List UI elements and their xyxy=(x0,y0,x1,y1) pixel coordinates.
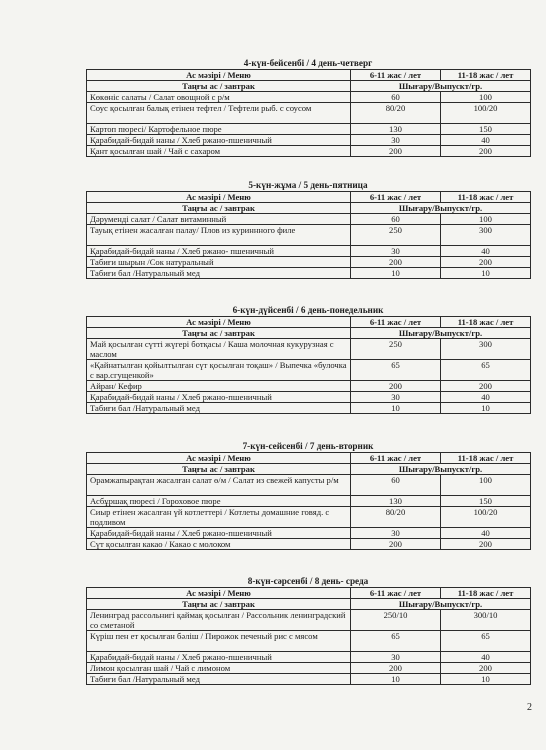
menu-table xyxy=(86,452,531,550)
portion-6-11: 30 xyxy=(351,528,441,539)
portion-11-18: 40 xyxy=(441,135,531,146)
table-row xyxy=(87,403,531,414)
table-row xyxy=(87,257,531,268)
dish-name: Табиғи бал /Натуральный мед xyxy=(87,268,351,279)
portion-6-11: 200 xyxy=(351,539,441,550)
portion-6-11: 60 xyxy=(351,214,441,225)
table-row xyxy=(87,631,531,652)
output-label: Шығару/Выпускт/гр. xyxy=(351,328,531,339)
dish-name: Май қосылған сүтті жүгері ботқасы / Каша молочная кукурузная с маслом xyxy=(87,339,351,360)
table-header xyxy=(87,192,531,203)
portion-11-18: 65 xyxy=(441,631,531,652)
age-header: 11-18 жас / лет xyxy=(441,70,531,81)
output-label: Шығару/Выпускт/гр. xyxy=(351,599,531,610)
menu-table xyxy=(86,316,531,414)
portion-11-18: 200 xyxy=(441,257,531,268)
portion-6-11: 65 xyxy=(351,360,441,381)
day-title: 4-күн-бейсенбі / 4 день-четверг xyxy=(243,58,373,68)
portion-11-18: 40 xyxy=(441,652,531,663)
menu-header: Ас мәзірі / Меню xyxy=(87,70,351,81)
table-row xyxy=(87,360,531,381)
portion-6-11: 200 xyxy=(351,146,441,157)
table-row xyxy=(87,674,531,685)
portion-6-11: 60 xyxy=(351,475,441,496)
age-header: 6-11 жас / лет xyxy=(351,70,441,81)
day-title: 8-күн-сәрсенбі / 8 день- среда xyxy=(247,576,369,586)
table-subheader xyxy=(87,81,531,92)
meal-label: Таңғы ас / завтрак xyxy=(87,203,351,214)
portion-6-11: 60 xyxy=(351,92,441,103)
day-section xyxy=(86,305,530,414)
age-header: 11-18 жас / лет xyxy=(441,453,531,464)
portion-11-18: 200 xyxy=(441,663,531,674)
menu-header: Ас мәзірі / Меню xyxy=(87,588,351,599)
portion-6-11: 250 xyxy=(351,225,441,246)
dish-name: Қарабидай-бидай наны / Хлеб ржано-пшеничный xyxy=(87,528,351,539)
portion-6-11: 30 xyxy=(351,135,441,146)
portion-6-11: 80/20 xyxy=(351,103,441,124)
table-row xyxy=(87,475,531,496)
day-section xyxy=(86,180,530,279)
dish-name: Табиғи шырын /Сок натуральный xyxy=(87,257,351,268)
portion-11-18: 100 xyxy=(441,475,531,496)
table-row xyxy=(87,103,531,124)
table-row xyxy=(87,663,531,674)
dish-name: Тауық етінен жасалған палау/ Плов из куриннного филе xyxy=(87,225,351,246)
portion-6-11: 200 xyxy=(351,381,441,392)
table-row xyxy=(87,246,531,257)
dish-name: Сүт қосылған какао / Какао с молоком xyxy=(87,539,351,550)
menu-table xyxy=(86,587,531,685)
portion-11-18: 40 xyxy=(441,246,531,257)
day-title: 5-күн-жұма / 5 день-пятница xyxy=(248,180,368,190)
table-row xyxy=(87,146,531,157)
dish-name: Сиыр етінен жасалған үй котлеттері / Котлеты домашние говяд. с подливом xyxy=(87,507,351,528)
output-label: Шығару/Выпускт/гр. xyxy=(351,203,531,214)
dish-name: Ленинград рассольнигі қаймақ қосылған / Рассольник ленинградский со сметаной xyxy=(87,610,351,631)
meal-label: Таңғы ас / завтрак xyxy=(87,81,351,92)
dish-name: Қарабидай-бидай наны / Хлеб ржано-пшеничный xyxy=(87,135,351,146)
portion-11-18: 300/10 xyxy=(441,610,531,631)
dish-name: Қант қосылған шай / Чай с сахаром xyxy=(87,146,351,157)
meal-label: Таңғы ас / завтрак xyxy=(87,599,351,610)
menu-table xyxy=(86,191,531,279)
table-row xyxy=(87,214,531,225)
portion-6-11: 10 xyxy=(351,268,441,279)
table-row xyxy=(87,92,531,103)
portion-6-11: 130 xyxy=(351,496,441,507)
dish-name: Картоп пюресі/ Картофельное пюре xyxy=(87,124,351,135)
table-row xyxy=(87,610,531,631)
portion-11-18: 40 xyxy=(441,528,531,539)
portion-6-11: 200 xyxy=(351,257,441,268)
age-header: 11-18 жас / лет xyxy=(441,192,531,203)
portion-6-11: 250 xyxy=(351,339,441,360)
portion-11-18: 200 xyxy=(441,539,531,550)
table-header xyxy=(87,588,531,599)
page-number: 2 xyxy=(527,702,532,713)
dish-name: Соус қосылған балық етінен тефтел / Тефтели рыб. с соусом xyxy=(87,103,351,124)
dish-name: Күріш пен ет қосылған бәліш / Пирожок печеный рис с мясом xyxy=(87,631,351,652)
output-label: Шығару/Выпускт/гр. xyxy=(351,464,531,475)
day-title: 6-күн-дүйсенбі / 6 день-понедельник xyxy=(232,305,384,315)
portion-11-18: 100 xyxy=(441,92,531,103)
menu-header: Ас мәзірі / Меню xyxy=(87,453,351,464)
table-row xyxy=(87,496,531,507)
portion-6-11: 65 xyxy=(351,631,441,652)
day-section xyxy=(86,576,530,685)
table-row xyxy=(87,135,531,146)
age-header: 11-18 жас / лет xyxy=(441,588,531,599)
table-subheader xyxy=(87,328,531,339)
portion-11-18: 300 xyxy=(441,225,531,246)
age-header: 6-11 жас / лет xyxy=(351,588,441,599)
table-header xyxy=(87,317,531,328)
dish-name: «Қайнатылған қойылтылған сүт қосылған тоқаш» / Выпечка «булочка с вар.сгущенкой» xyxy=(87,360,351,381)
dish-name: Лимон қосылған шай / Чай с лимоном xyxy=(87,663,351,674)
portion-11-18: 65 xyxy=(441,360,531,381)
table-header xyxy=(87,453,531,464)
age-header: 6-11 жас / лет xyxy=(351,192,441,203)
dish-name: Қарабидай-бидай наны / Хлеб ржано-пшеничный xyxy=(87,392,351,403)
age-header: 11-18 жас / лет xyxy=(441,317,531,328)
table-subheader xyxy=(87,599,531,610)
dish-name: Табиғи бал /Натуральный мед xyxy=(87,674,351,685)
day-section xyxy=(86,441,530,550)
portion-11-18: 10 xyxy=(441,403,531,414)
portion-11-18: 150 xyxy=(441,496,531,507)
table-row xyxy=(87,268,531,279)
portion-11-18: 200 xyxy=(441,381,531,392)
day-title: 7-күн-сейсенбі / 7 день-вторник xyxy=(242,441,374,451)
portion-11-18: 300 xyxy=(441,339,531,360)
portion-11-18: 100/20 xyxy=(441,507,531,528)
table-row xyxy=(87,539,531,550)
dish-name: Айран/ Кефир xyxy=(87,381,351,392)
portion-11-18: 100/20 xyxy=(441,103,531,124)
portion-6-11: 30 xyxy=(351,246,441,257)
table-header xyxy=(87,70,531,81)
menu-header: Ас мәзірі / Меню xyxy=(87,192,351,203)
dish-name: Көкөніс салаты / Салат овощной с р/м xyxy=(87,92,351,103)
portion-6-11: 200 xyxy=(351,663,441,674)
portion-11-18: 10 xyxy=(441,674,531,685)
portion-11-18: 100 xyxy=(441,214,531,225)
portion-6-11: 10 xyxy=(351,403,441,414)
table-row xyxy=(87,225,531,246)
table-row xyxy=(87,528,531,539)
portion-6-11: 250/10 xyxy=(351,610,441,631)
table-row xyxy=(87,507,531,528)
dish-name: Орамжапырақтан жасалған салат ө/м / Салат из свежей капусты р/м xyxy=(87,475,351,496)
portion-11-18: 40 xyxy=(441,392,531,403)
dish-name: Қарабидай-бидай наны / Хлеб ржано-пшеничный xyxy=(87,652,351,663)
portion-6-11: 10 xyxy=(351,674,441,685)
meal-label: Таңғы ас / завтрак xyxy=(87,464,351,475)
age-header: 6-11 жас / лет xyxy=(351,317,441,328)
menu-header: Ас мәзірі / Меню xyxy=(87,317,351,328)
day-section xyxy=(86,58,530,157)
output-label: Шығару/Выпускт/гр. xyxy=(351,81,531,92)
portion-11-18: 150 xyxy=(441,124,531,135)
table-row xyxy=(87,339,531,360)
table-row xyxy=(87,124,531,135)
age-header: 6-11 жас / лет xyxy=(351,453,441,464)
meal-label: Таңғы ас / завтрак xyxy=(87,328,351,339)
portion-6-11: 130 xyxy=(351,124,441,135)
dish-name: Қарабидай-бидай наны / Хлеб ржано- пшеничный xyxy=(87,246,351,257)
table-row xyxy=(87,381,531,392)
menu-table xyxy=(86,69,531,157)
dish-name: Дәрумендi салат / Салат витаминный xyxy=(87,214,351,225)
portion-11-18: 10 xyxy=(441,268,531,279)
portion-11-18: 200 xyxy=(441,146,531,157)
table-subheader xyxy=(87,203,531,214)
portion-6-11: 80/20 xyxy=(351,507,441,528)
table-row xyxy=(87,392,531,403)
portion-6-11: 30 xyxy=(351,652,441,663)
table-row xyxy=(87,652,531,663)
dish-name: Асбұршақ пюресі / Гороховое пюре xyxy=(87,496,351,507)
dish-name: Табиғи бал /Натуральный мед xyxy=(87,403,351,414)
portion-6-11: 30 xyxy=(351,392,441,403)
table-subheader xyxy=(87,464,531,475)
